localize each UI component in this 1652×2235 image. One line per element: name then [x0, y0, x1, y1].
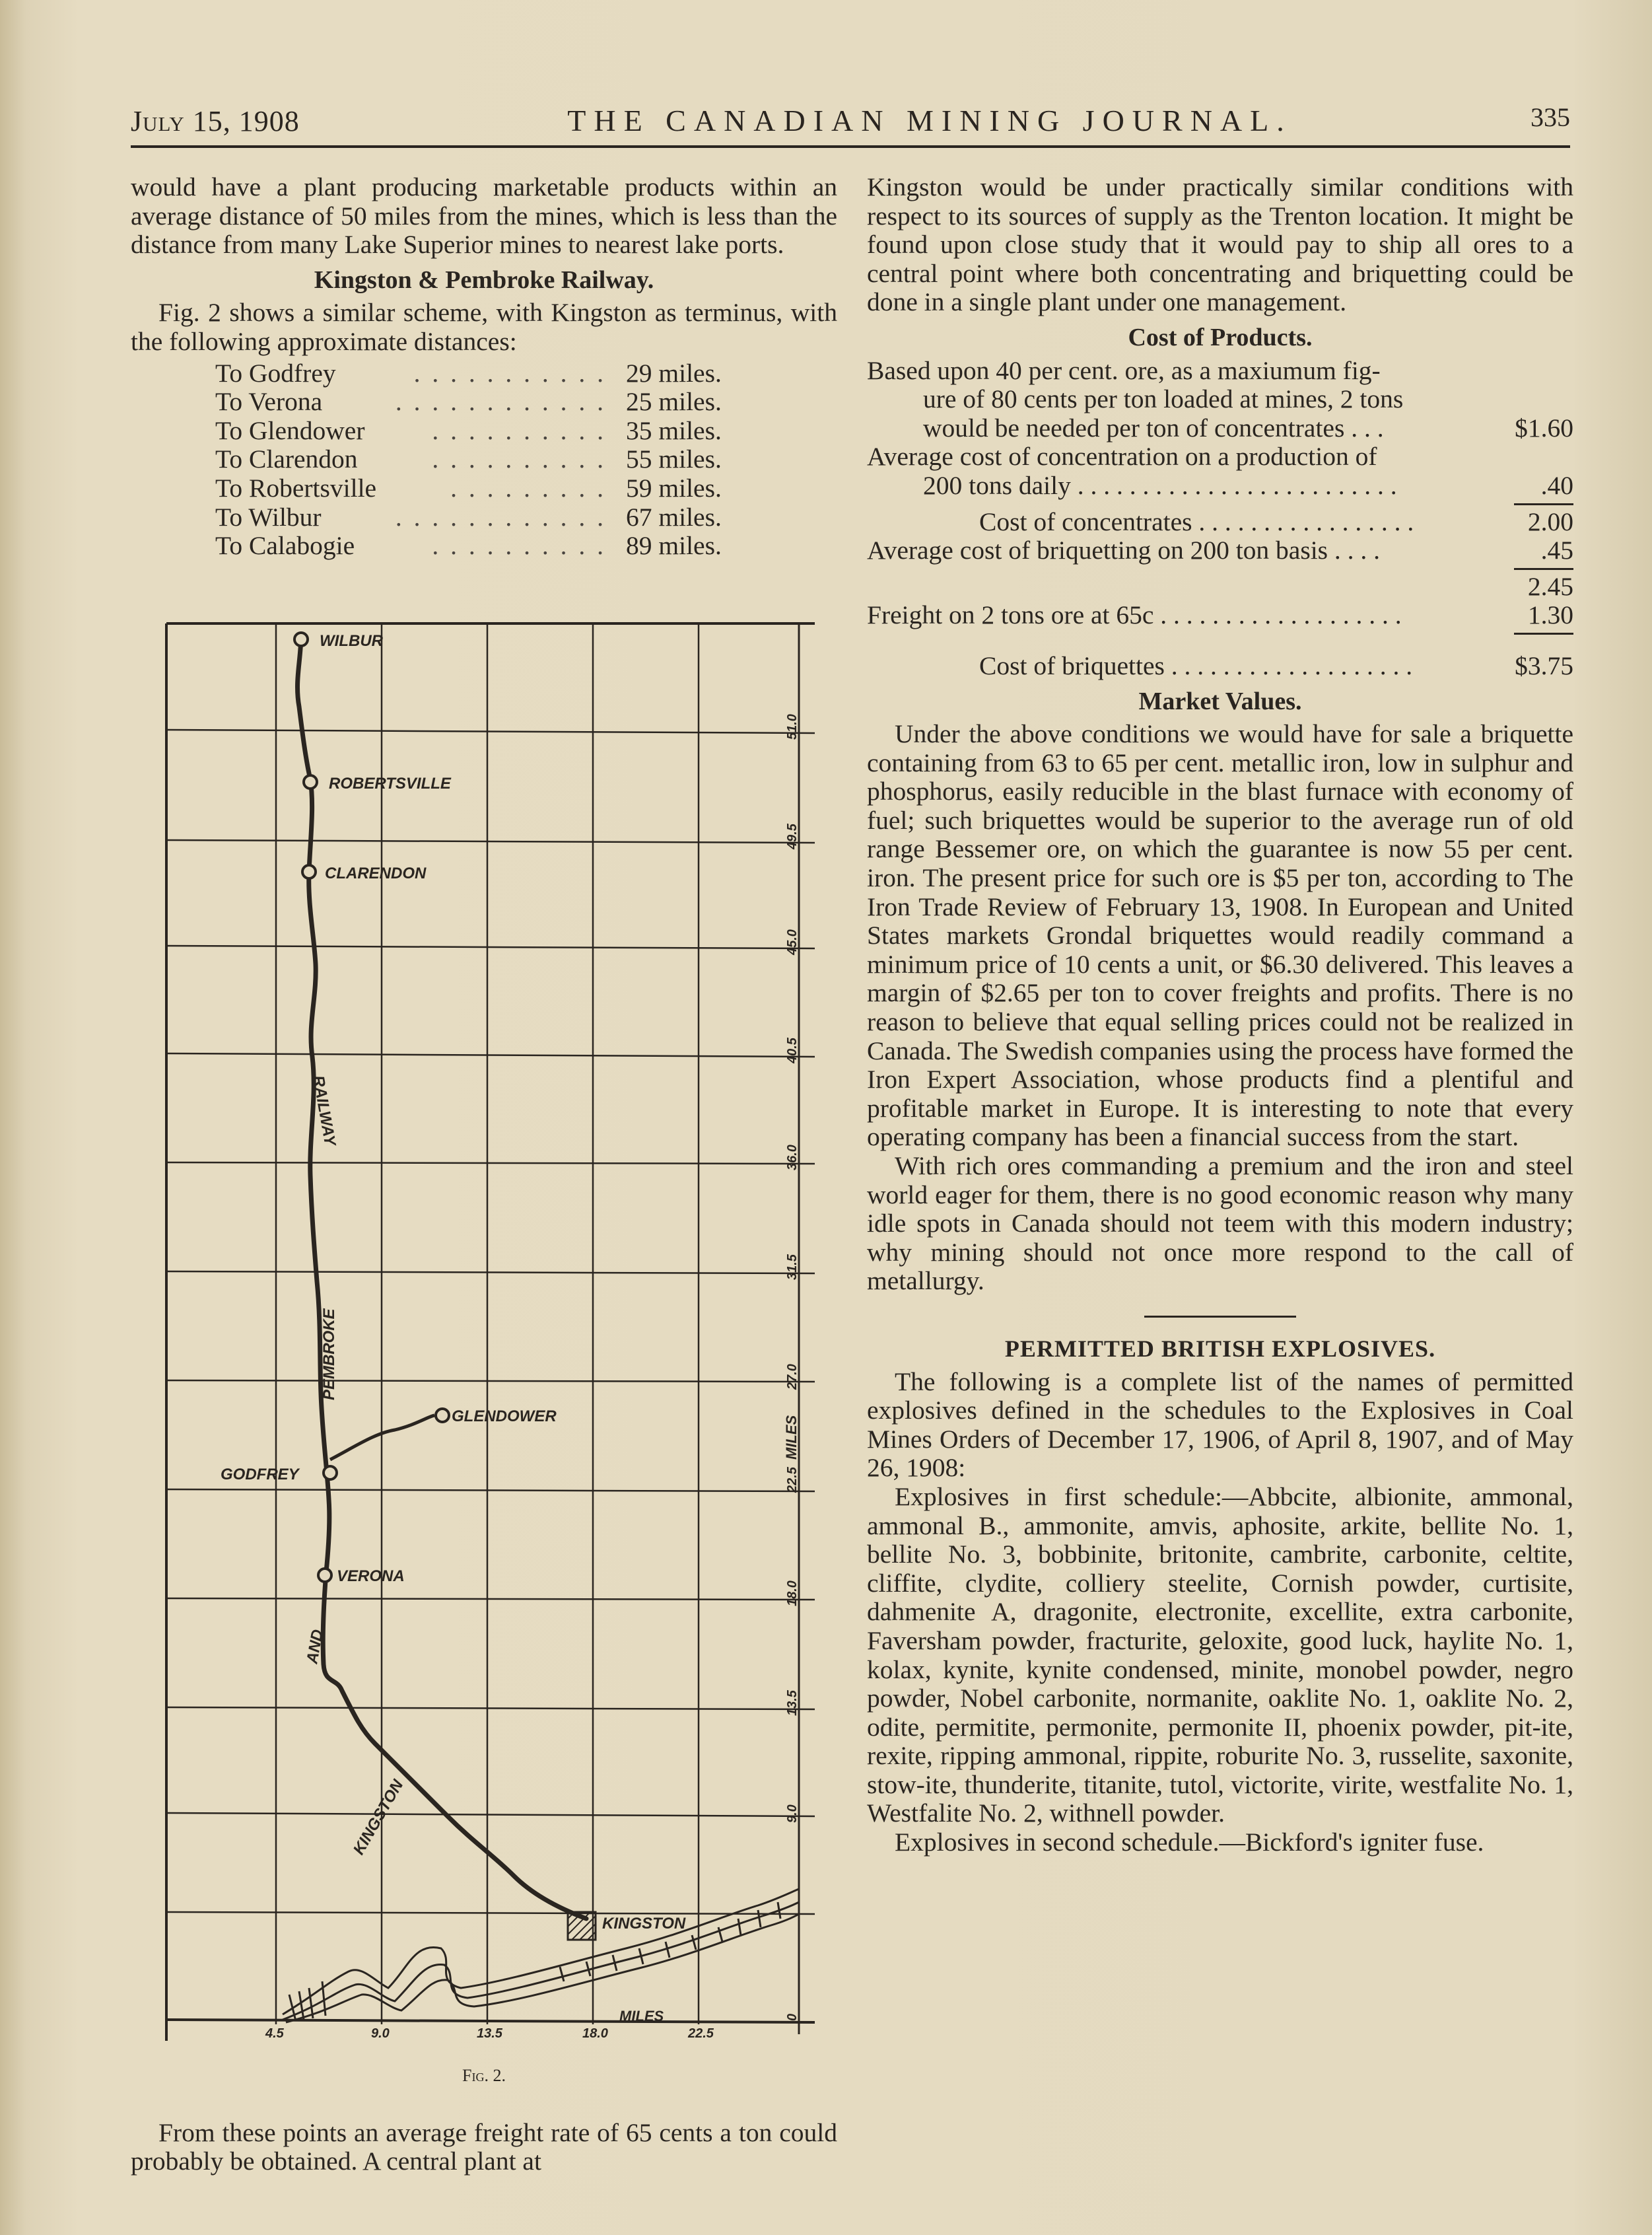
leader-dots: . . . . . . . . . . . [413, 358, 606, 388]
station-marker-godfrey [324, 1466, 337, 1479]
cost-amount: 1.30 [1527, 600, 1573, 630]
page-header [131, 99, 1570, 148]
section-heading-cost-of-products: Cost of Products. [1128, 323, 1313, 351]
distance-place: To Verona [215, 387, 323, 417]
right-column [867, 173, 1573, 1857]
station-marker-clarendon [302, 865, 316, 878]
cost-text: Cost of briquettes . . . . . . . . . . . . . . . . . . . [979, 651, 1413, 680]
station-label-kingston: KINGSTON [602, 1915, 686, 1933]
leader-dots: . . . . . . . . . . . . [395, 387, 606, 417]
cost-amount: $3.75 [1515, 651, 1573, 680]
journal-title: THE CANADIAN MINING JOURNAL. [567, 104, 1292, 137]
railway-map-figure [164, 621, 815, 2041]
railway-name-labels [303, 1074, 407, 1858]
station-labels [221, 632, 686, 1933]
station-label-robertsville: ROBERTSVILLE [329, 775, 451, 793]
distance-place: To Godfrey [215, 358, 336, 388]
leader-dots: . . . . . . . . . . [432, 415, 606, 445]
left-closing-paragraph [131, 2092, 837, 2202]
cost-amount: 2.00 [1527, 507, 1573, 536]
explosives-paragraph-2: Explosives in first schedule:—Abbcite, albionite, ammonal, ammonal B., ammonite, amvis, aphosite, arkite, bellite No. 1, bellite No. 3, bobbinite, britonite, cambrite, carbonite, celtite, cliffite, clydite, colliery steelite, Cornish powder, curtisite, dahmenite A, dragonite, electronite, excellite, extra carbonite, Faversham powder, fracturite, geloxite, good luck, haylite No. 1, kolax, kynite, kynite condensed, minite, monobel powder, negro powder, Nobel carbonite, normanite, oaklite No. 1, oaklite No. 2, odite, permitite, permonite, permonite II, phoenix powder, pit-ite, rexite, ripping ammonal, rippite, roburite No. 3, russelite, saxonite, stow-ite, thunderite, titanite, tutol, victorite, virite, westfalite No. 1, Westfalite No. 2, withnell powder. [867, 1481, 1573, 1828]
map-grid [166, 623, 815, 2041]
figure-caption: Fig. 2. [462, 2066, 506, 2085]
cost-text: Freight on 2 tons ore at 65c . . . . . . . . . . . . . . . . . . . [867, 600, 1402, 630]
distance-list [215, 359, 743, 561]
distance-row [215, 388, 743, 417]
left-intro-paragraph: would have a plant producing marketable products within an average distance of 50 miles from the mines, which is less than the distance from many Lake Superior mines to nearest lake ports. [131, 172, 837, 260]
leader-dots: . . . . . . . . . [450, 473, 606, 503]
distance-miles: 55 miles. [626, 444, 722, 474]
vscale-tick: 13.5 [785, 1690, 800, 1716]
vscale-tick: 51.0 [785, 714, 800, 740]
hscale-tick: 9.0 [371, 2026, 390, 2041]
sum-rule [1514, 633, 1573, 635]
cost-text: Average cost of concentration on a production of [867, 442, 1377, 472]
distance-miles: 25 miles. [626, 387, 722, 417]
distance-place: To Clarendon [215, 444, 358, 474]
distance-row [215, 417, 743, 446]
vscale-tick: 45.0 [785, 929, 800, 955]
station-label-wilbur: WILBUR [320, 632, 383, 650]
hscale-tick: 4.5 [265, 2026, 284, 2041]
distance-miles: 59 miles. [626, 473, 722, 503]
station-label-verona: VERONA [337, 1567, 405, 1585]
vscale-tick: 0 [785, 2013, 800, 2021]
cost-text: 200 tons daily . . . . . . . . . . . . . . . . . . . . . . . . . [923, 470, 1397, 500]
fig2-paragraph: Fig. 2 shows a similar scheme, with Kingston as terminus, with the following approximate distances: [131, 298, 837, 356]
railway-label-kingston: KINGSTON [349, 1777, 407, 1858]
distance-row [215, 474, 743, 503]
station-marker-robertsville [304, 775, 317, 789]
vertical-axis-label: MILES [783, 1415, 800, 1460]
vscale-tick: 36.0 [785, 1145, 800, 1170]
section-heading-market-values: Market Values. [1138, 687, 1302, 715]
station-marker-wilbur [294, 633, 308, 646]
railway-line [298, 634, 586, 1919]
station-label-glendower: GLENDOWER [452, 1407, 557, 1425]
cost-line [867, 385, 1573, 414]
cost-text: Based upon 40 per cent. ore, as a maxiumum fig- [867, 355, 1381, 385]
cost-line [867, 508, 1573, 537]
vscale-tick: 27.0 [785, 1364, 800, 1390]
sum-rule [1514, 503, 1573, 505]
cost-text: Cost of concentrates . . . . . . . . . . . . . . . . . [979, 507, 1414, 536]
hscale-tick: 22.5 [688, 2026, 714, 2041]
distance-row [215, 359, 743, 388]
explosives-paragraph-1: The following is a complete list of the names of permitted explosives defined in the schedules to the Explosives in Coal Mines Orders of December 17, 1906, of April 8, 1907, and of May 26, 1908: [867, 1366, 1573, 1483]
vscale-tick: 22.5 [785, 1467, 800, 1493]
distance-miles: 89 miles. [626, 531, 722, 561]
distance-row [215, 445, 743, 474]
distance-place: To Glendower [215, 415, 365, 445]
railway-label-railway: RAILWAY [309, 1074, 339, 1147]
cost-line [867, 357, 1573, 386]
distance-row [215, 532, 743, 561]
market-paragraph-2: With rich ores commanding a premium and the iron and steel world eager for them, there is no good economic reason why many idle spots in Canada should not teem with this modern industry; why mining should not once more respond to the call of metallurgy. [867, 1151, 1573, 1296]
vertical-mile-scale [783, 714, 800, 2021]
distance-row [215, 503, 743, 532]
cost-line [867, 601, 1573, 630]
distance-miles: 67 miles. [626, 502, 722, 532]
distance-place: To Calabogie [215, 531, 355, 561]
leader-dots: . . . . . . . . . . . . [395, 502, 606, 532]
hscale-tick: 13.5 [477, 2026, 502, 2041]
right-intro-paragraph: Kingston would be under practically similar conditions with respect to its sources of supply as the Trenton location. It might be found upon close study that it would pay to ship all ores to a central point where both concentrating and briquetting could be done in a single plant under one management. [867, 172, 1573, 317]
lake-shoreline [283, 1889, 799, 2022]
explosives-paragraph-3: Explosives in second schedule.—Bickford's igniter fuse. [895, 1827, 1484, 1857]
distance-place: To Wilbur [215, 502, 322, 532]
vscale-tick: 18.0 [785, 1580, 800, 1606]
cost-line [867, 652, 1573, 681]
vscale-tick: 49.5 [785, 824, 800, 849]
cost-line [867, 536, 1573, 565]
leader-dots: . . . . . . . . . . [432, 444, 606, 474]
section-heading-explosives: PERMITTED BRITISH EXPLOSIVES. [1004, 1335, 1436, 1362]
section-separator [1144, 1316, 1296, 1318]
station-marker-verona [318, 1569, 331, 1582]
closing-text: From these points an average freight rate of 65 cents a ton could probably be obtained. A central plant at [131, 2117, 837, 2176]
station-label-godfrey: GODFREY [221, 1466, 299, 1483]
leader-dots: . . . . . . . . . . [432, 531, 606, 561]
vscale-tick: 40.5 [785, 1038, 800, 1063]
section-heading-kingston-pembroke: Kingston & Pembroke Railway. [314, 266, 654, 294]
cost-amount: .45 [1540, 536, 1573, 565]
station-label-clarendon: CLARENDON [325, 865, 427, 882]
distance-miles: 35 miles. [626, 415, 722, 445]
cost-line [867, 472, 1573, 501]
station-marker-glendower [436, 1409, 449, 1422]
hscale-tick: 18.0 [582, 2026, 608, 2041]
cost-text: ure of 80 cents per ton loaded at mines, 2 tons [923, 384, 1404, 414]
cost-amount: 2.45 [1527, 571, 1573, 601]
cost-line [867, 573, 1573, 602]
cost-text: would be needed per ton of concentrates . . . [923, 413, 1384, 443]
page-number: 335 [1531, 102, 1570, 132]
cost-line [867, 414, 1573, 443]
cost-line [867, 443, 1573, 472]
vscale-tick: 31.5 [785, 1254, 800, 1280]
cost-table [867, 357, 1573, 681]
railway-label-pembroke: PEMBROKE [320, 1308, 338, 1400]
horizontal-mile-scale [265, 2008, 714, 2041]
left-column [131, 173, 837, 561]
market-paragraph-1: Under the above conditions we would have for sale a briquette containing from 63 to 65 per cent. metallic iron, low in sulphur and phosphorus, easily reducible in the blast furnace with economy of fuel; such briquettes would be superior to the average run of old range Bessemer ore, on which the guarantee is now 55 per cent. iron. The present price for such ore is $5 per ton, according to The Iron Trade Review of February 13, 1908. In European and United States markets Grondal briquettes would readily command a minimum price of 10 cents a unit, or $6.30 delivered. This leaves a margin of $2.65 per ton to cover freights and profits. There is no reason to believe that equal selling prices could not be realized in Canada. The Swedish companies using the process have formed the Iron Expert Association, whose products find a plentiful and profitable market in Europe. It is interesting to note that every operating company has been a financial success from the start. [867, 719, 1573, 1152]
railway-label-and: AND [303, 1628, 327, 1666]
spacer [867, 637, 1573, 652]
cost-amount: $1.60 [1515, 413, 1573, 443]
vscale-tick: 9.0 [785, 1804, 800, 1823]
sum-rule [1514, 568, 1573, 570]
cost-amount: .40 [1540, 470, 1573, 500]
distance-place: To Robertsville [215, 473, 377, 503]
distance-miles: 29 miles. [626, 358, 722, 388]
cost-text: Average cost of briquetting on 200 ton basis . . . . [867, 536, 1381, 565]
horizontal-axis-label: MILES [619, 2008, 664, 2024]
issue-date: July 15, 1908 [131, 105, 300, 137]
